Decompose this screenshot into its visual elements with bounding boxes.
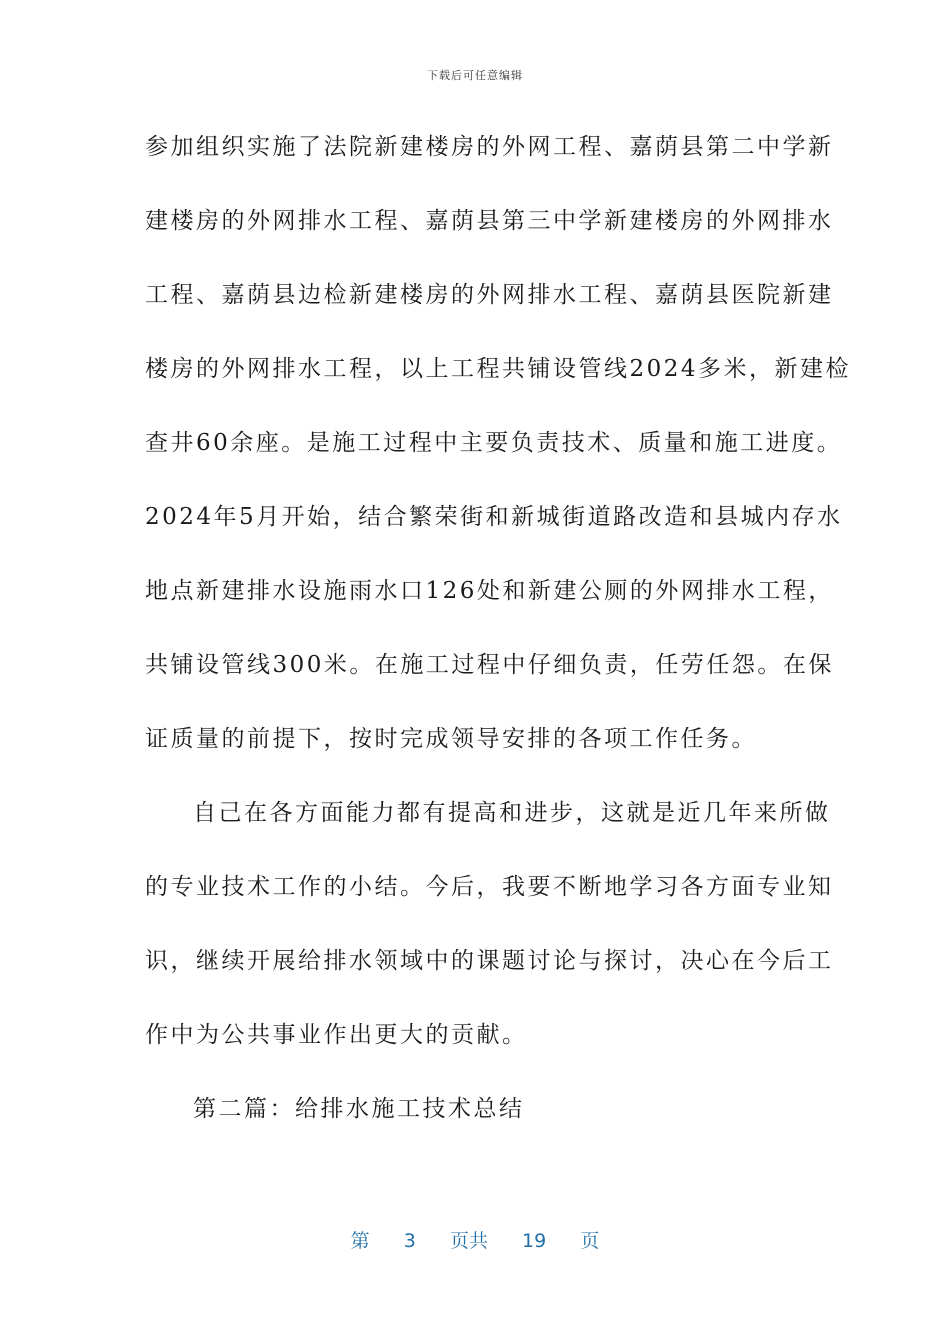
footer-total-pages: 19 [522, 1230, 547, 1252]
footer-current-page: 3 [403, 1230, 416, 1252]
text-line: 共铺设管线300米。在施工过程中仔细负责，任劳任怨。在保 [145, 652, 834, 678]
footer-label-end: 页 [580, 1230, 600, 1252]
text-line-paragraph-start: 自己在各方面能力都有提高和进步，这就是近几年来所做 [193, 800, 831, 826]
text-line: 2024年5月开始，结合繁荣街和新城街道路改造和县城内存水 [145, 504, 843, 530]
text-line: 地点新建排水设施雨水口126处和新建公厕的外网排水工程， [145, 578, 834, 604]
footer-label-page: 第 [350, 1230, 370, 1252]
text-line: 证质量的前提下，按时完成领导安排的各项工作任务。 [145, 726, 757, 752]
footer-label-of: 页共 [449, 1230, 488, 1252]
text-line: 建楼房的外网排水工程、嘉荫县第三中学新建楼房的外网排水 [145, 208, 834, 234]
text-line: 作中为公共事业作出更大的贡献。 [145, 1022, 528, 1048]
section-heading: 第二篇：给排水施工技术总结 [193, 1096, 525, 1122]
text-line: 的专业技术工作的小结。今后，我要不断地学习各方面专业知 [145, 874, 834, 900]
text-line: 识，继续开展给排水领域中的课题讨论与探讨，决心在今后工 [145, 948, 834, 974]
page-footer [0, 1226, 950, 1253]
document-body [145, 128, 852, 1164]
text-line: 工程、嘉荫县边检新建楼房的外网排水工程、嘉荫县医院新建 [145, 282, 834, 308]
text-line: 楼房的外网排水工程，以上工程共铺设管线2024多米，新建检 [145, 356, 852, 382]
header-note: 下载后可任意编辑 [427, 69, 523, 82]
text-line: 查井60余座。是施工过程中主要负责技术、质量和施工进度。 [145, 430, 843, 456]
text-line: 参加组织实施了法院新建楼房的外网工程、嘉荫县第二中学新 [145, 134, 834, 160]
